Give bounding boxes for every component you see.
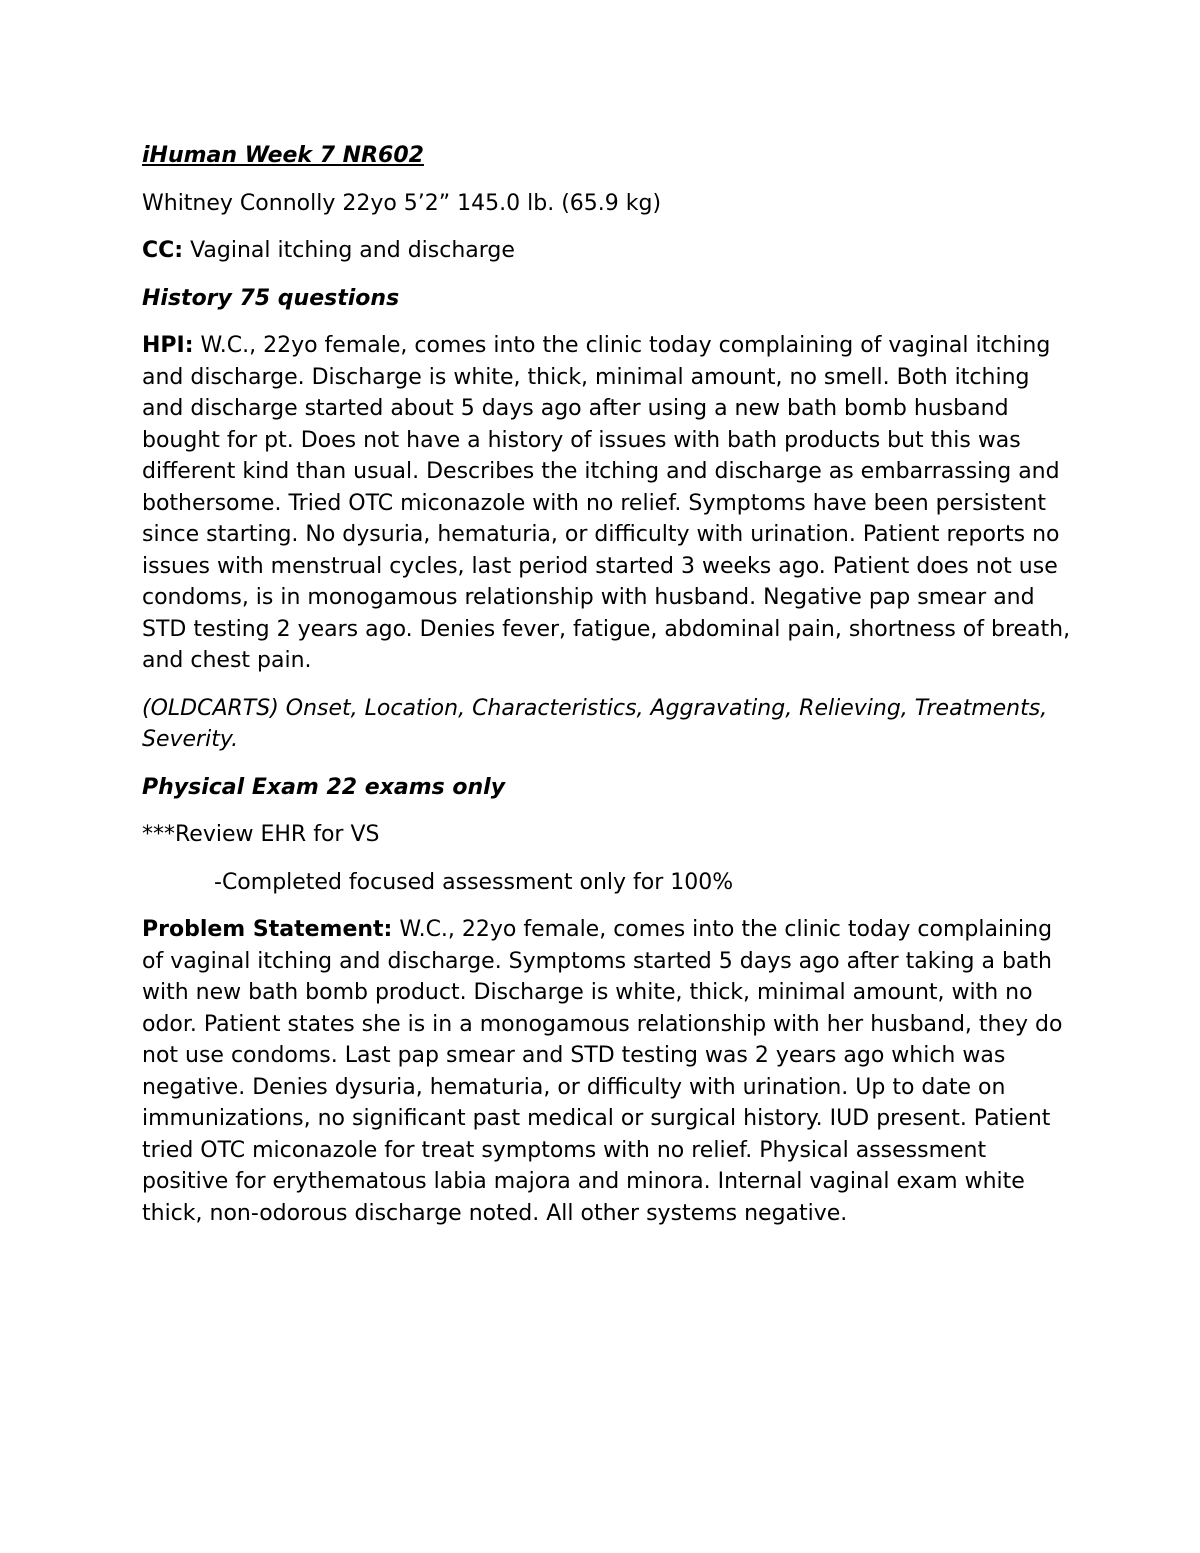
history-heading xyxy=(142,283,1072,315)
review-ehr-line: ***Review EHR for VS xyxy=(142,822,380,847)
cc-text: Vaginal itching and discharge xyxy=(183,238,515,263)
history-heading-text: History 75 questions xyxy=(142,285,400,311)
hpi-label: HPI: xyxy=(142,333,194,358)
focused-assessment-line: -Completed focused assessment only for 100% xyxy=(214,869,734,895)
cc-label: CC: xyxy=(142,238,184,263)
document-title xyxy=(142,140,1072,172)
problem-statement-paragraph xyxy=(142,914,1072,1229)
hpi-text: W.C., 22yo female, comes into the clinic today complaining of vaginal itching and discharge. Discharge is white, thick, minimal amount, no smell. Both itching and discharge started about 5 days ago after using a new bath bomb husband bought for pt. Does not have a history of issues with bath products but this was different kind than usual. Describes the itching and discharge as embarrassing and bothersome. Tried OTC miconazole with no relief. Symptoms have been persistent since starting. No dysuria, hematuria, or difficulty with urination. Patient reports no issues with menstrual cycles, last period started 3 weeks ago. Patient does not use condoms, is in monogamous relationship with husband. Negative pap smear and STD testing 2 years ago. Denies fever, fatigue, abdominal pain, shortness of breath, and chest pain. xyxy=(142,333,1071,673)
title-text: iHuman Week 7 NR602 xyxy=(142,143,424,168)
oldcarts-paragraph xyxy=(142,693,1072,756)
document-page xyxy=(142,140,1072,1245)
chief-complaint xyxy=(142,235,1072,267)
physical-exam-heading-text: Physical Exam 22 exams only xyxy=(142,774,506,800)
physical-exam-heading xyxy=(142,772,1072,804)
patient-line: Whitney Connolly 22yo 5’2” 145.0 lb. (65.9 kg) xyxy=(142,190,662,216)
hpi-paragraph xyxy=(142,330,1072,677)
oldcarts-text: (OLDCARTS) Onset, Location, Characteristics, Aggravating, Relieving, Treatments, Severity. xyxy=(142,695,1048,752)
problem-statement-text: W.C., 22yo female, comes into the clinic today complaining of vaginal itching and discharge. Symptoms started 5 days ago after taking a bath with new bath bomb product. Discharge is white, thick, minimal amount, with no odor. Patient states she is in a monogamous relationship with her husband, they do not use condoms. Last pap smear and STD testing was 2 years ago which was negative. Denies dysuria, hematuria, or difficulty with urination. Up to date on immunizations, no significant past medical or surgical history. IUD present. Patient tried OTC miconazole for treat symptoms with no relief. Physical assessment positive for erythematous labia majora and minora. Internal vaginal exam white thick, non-odorous discharge noted. All other systems negative. xyxy=(142,917,1063,1226)
problem-statement-label: Problem Statement: xyxy=(142,917,393,942)
